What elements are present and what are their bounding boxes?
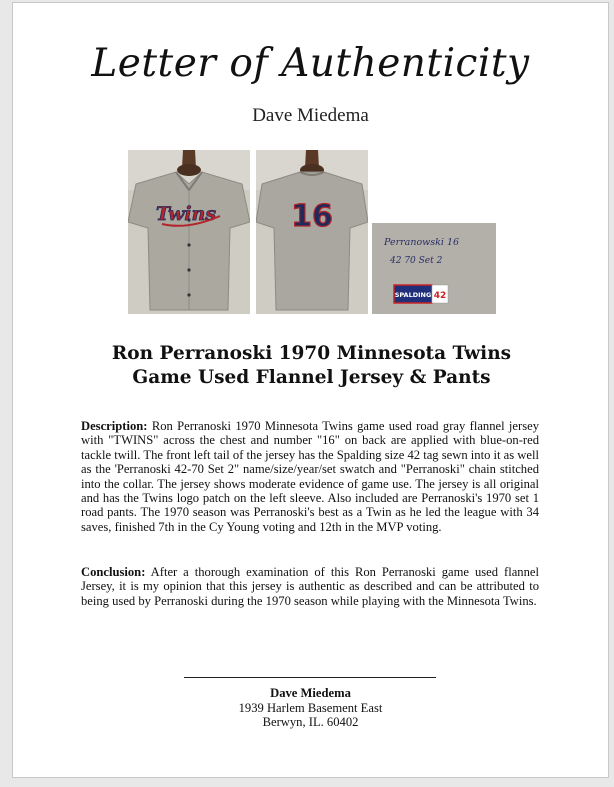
jersey-back-number: 16 bbox=[291, 199, 333, 234]
signature-line bbox=[184, 677, 436, 678]
signer-block bbox=[13, 686, 608, 730]
author-name: Dave Miedema bbox=[252, 105, 369, 126]
jersey-front-photo bbox=[128, 150, 250, 314]
jersey-tag-photo bbox=[372, 223, 496, 314]
tag-size-label: 42 bbox=[433, 291, 447, 301]
address-line2: Berwyn, IL. 60402 bbox=[262, 715, 359, 730]
address-line1: 1939 Harlem Basement East bbox=[238, 700, 383, 715]
item-heading bbox=[53, 342, 570, 390]
conclusion-text: After a thorough examination of this Ron Perranoski game used flannel Jersey, it is my opinion that this jersey is authentic as described and can be attributed to being used by Perranoski during the 1970 season while playing with the Minnesota Twins. bbox=[81, 565, 539, 608]
tag-brand-label: SPALDING bbox=[394, 291, 432, 299]
conclusion-label: Conclusion: bbox=[81, 565, 146, 579]
description-text: Ron Perranoski 1970 Minnesota Twins game used road gray flannel jersey with "TWINS" across the chest and number "16" on back are applied with blue-on-red tackle twill. The front left tail of the jersey has the Spalding size 42 tag sewn into it as well as the 'Perranoski 42-70 Set 2" name/size/year/set swatch and "Perranoski" chain stitched into the collar. The jersey shows moderate evidence of game use. The jersey is all original and has the Twins logo patch on the left sleeve. Also included are Perranoski's 1970 set 1 road pants. The 1970 season was Perranoski's best as a Twin as he led the league with 34 saves, finished 7th in the Cy Young voting and 12th in the MVP voting. bbox=[81, 419, 540, 534]
description-label: Description: bbox=[81, 419, 148, 433]
tag-size-year-stitching: 42 70 Set 2 bbox=[390, 256, 443, 266]
description-paragraph bbox=[81, 419, 539, 534]
signer-name: Dave Miedema bbox=[270, 686, 351, 700]
conclusion-paragraph bbox=[81, 565, 539, 608]
item-heading-line1: Ron Perranoski 1970 Minnesota Twins bbox=[111, 343, 512, 364]
item-heading-line2: Game Used Flannel Jersey & Pants bbox=[132, 367, 491, 388]
tag-name-stitching: Perranowski 16 bbox=[384, 237, 460, 248]
letter-title: Letter of Authenticity bbox=[91, 41, 530, 86]
jersey-back-photo bbox=[256, 150, 368, 314]
jersey-front-lettering: Twins bbox=[155, 203, 217, 225]
letter-page bbox=[12, 2, 609, 778]
